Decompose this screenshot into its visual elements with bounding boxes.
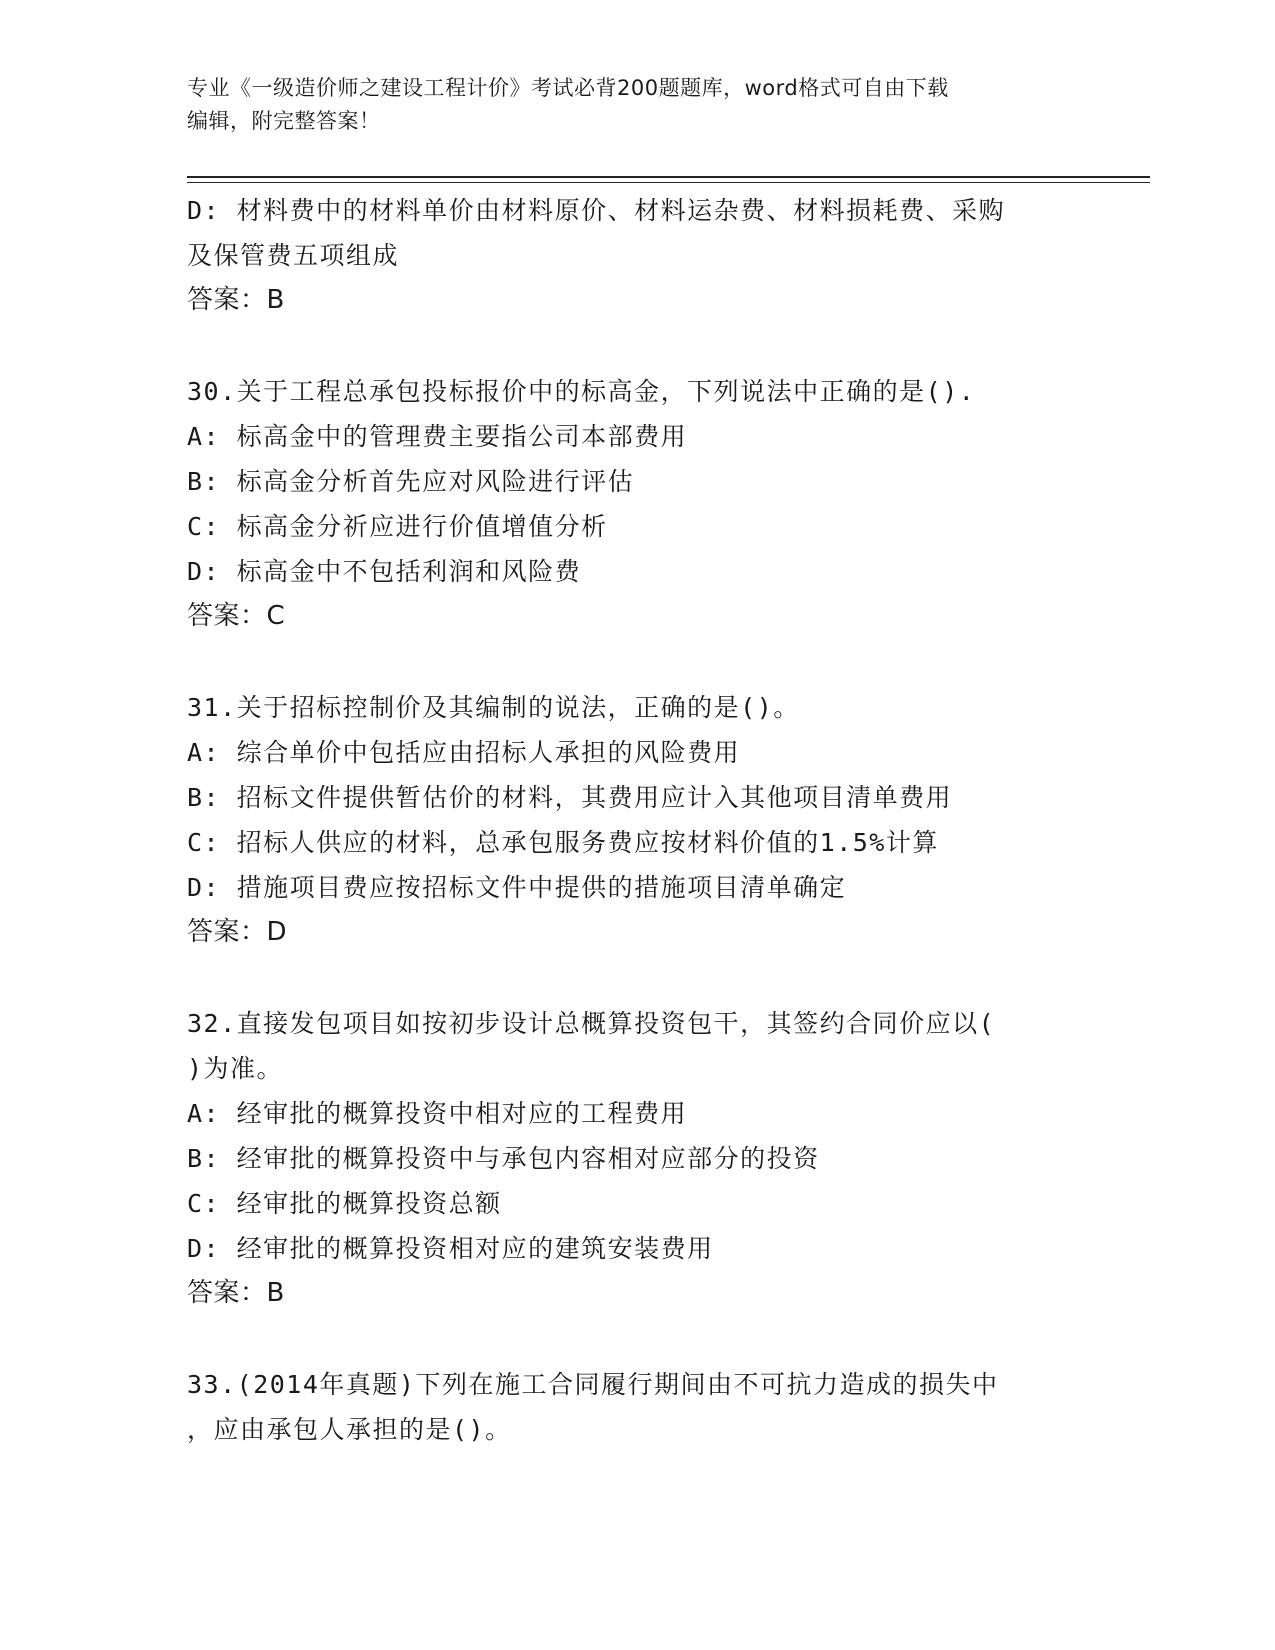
question-stem: 32.直接发包项目如按初步设计总概算投资包干，其签约合同价应以(: [187, 1009, 996, 1038]
answer-label: 答案：B: [187, 285, 285, 315]
question-32: [187, 1001, 1087, 1316]
question-30: [187, 369, 1087, 639]
option-b: B: 经审批的概算投资中与承包内容相对应部分的投资: [187, 1144, 820, 1173]
option-c: C: 标高金分祈应进行价值增值分析: [187, 512, 608, 541]
header-divider-thin: [187, 182, 1150, 183]
page-header: [187, 72, 1087, 138]
header-divider-thick: [187, 176, 1150, 178]
option-a: A: 综合单价中包括应由招标人承担的风险费用: [187, 738, 741, 767]
question-list: [187, 188, 1087, 1452]
option-d: D: 措施项目费应按招标文件中提供的措施项目清单确定: [187, 873, 847, 902]
question-31: [187, 685, 1087, 955]
spacer: [187, 1316, 1087, 1362]
option-d: D: 标高金中不包括利润和风险费: [187, 557, 582, 586]
question-stem-continued: ，应由承包人承担的是()。: [187, 1415, 512, 1444]
spacer: [187, 955, 1087, 1001]
option-d: D: 材料费中的材料单价由材料原价、材料运杂费、材料损耗费、采购: [187, 196, 1006, 225]
answer-label: 答案：B: [187, 1278, 285, 1308]
question-stem: 33.(2014年真题)下列在施工合同履行期间由不可抗力造成的损失中: [187, 1370, 999, 1399]
spacer: [187, 323, 1087, 369]
question-stem-continued: )为准。: [187, 1054, 284, 1083]
option-c: C: 招标人供应的材料，总承包服务费应按材料价值的1.5%计算: [187, 828, 939, 857]
spacer: [187, 639, 1087, 685]
option-d-continued: 及保管费五项组成: [187, 241, 400, 270]
option-c: C: 经审批的概算投资总额: [187, 1189, 502, 1218]
answer-label: 答案：D: [187, 917, 288, 947]
header-line-1: 专业《一级造价师之建设工程计价》考试必背200题题库，word格式可自由下载: [187, 76, 949, 100]
option-d: D: 经审批的概算投资相对应的建筑安装费用: [187, 1234, 714, 1263]
option-a: A: 经审批的概算投资中相对应的工程费用: [187, 1099, 688, 1128]
question-33: [187, 1362, 1087, 1452]
question-stem: 31.关于招标控制价及其编制的说法，正确的是()。: [187, 693, 800, 722]
option-b: B: 招标文件提供暂估价的材料，其费用应计入其他项目清单费用: [187, 783, 953, 812]
question-stem: 30.关于工程总承包投标报价中的标高金，下列说法中正确的是().: [187, 377, 976, 406]
option-a: A: 标高金中的管理费主要指公司本部费用: [187, 422, 688, 451]
option-b: B: 标高金分析首先应对风险进行评估: [187, 467, 635, 496]
answer-label: 答案：C: [187, 601, 286, 631]
question-29-tail: [187, 188, 1087, 323]
header-line-2: 编辑，附完整答案！: [187, 109, 381, 133]
